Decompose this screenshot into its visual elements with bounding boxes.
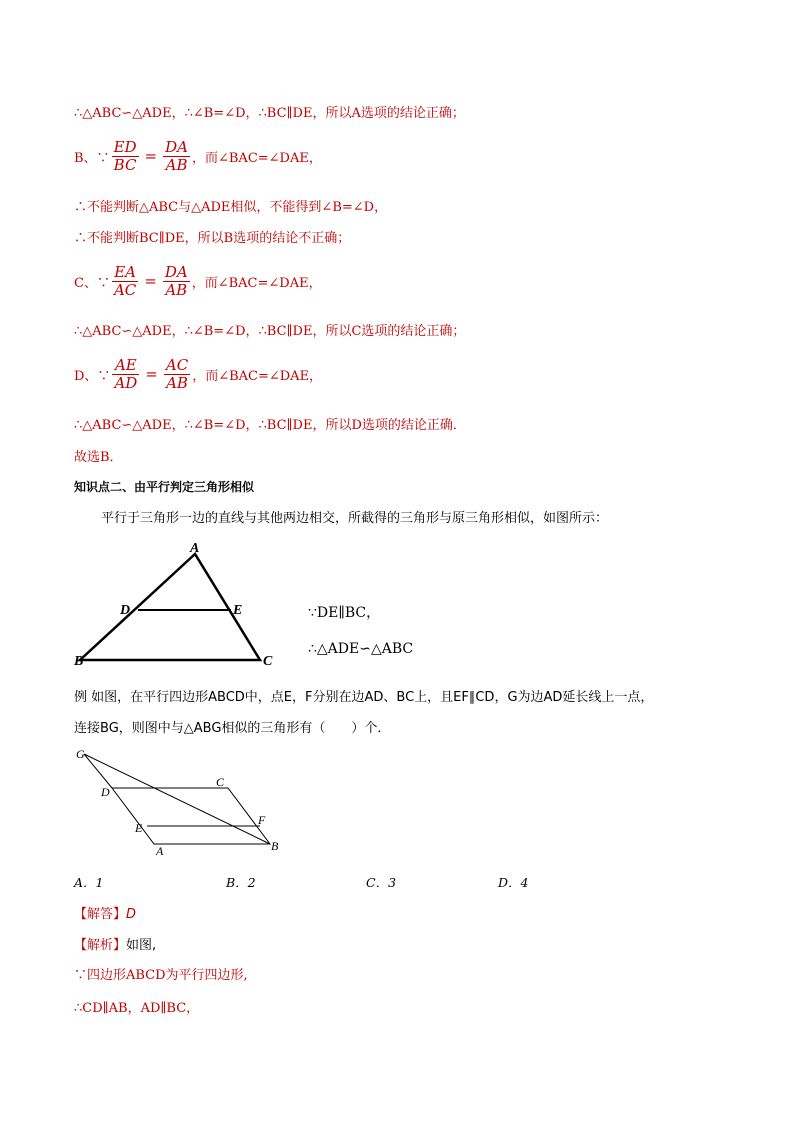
analysis-line-3: ∴CD∥AB，AD∥BC， [74,1001,200,1016]
denominator: AB [166,373,188,392]
option-c: C．3 [366,875,397,890]
option-c-suffix: ，而∠BAC=∠DAE， [191,275,322,291]
final-choice-line: 故选B． [74,450,123,465]
analysis-line [74,934,156,953]
option-b-prefix: B、∵ [74,150,110,166]
segment-gb [84,754,270,844]
section-paragraph: 平行于三角形一边的直线与其他两边相交，所截得的三角形与原三角形相似，如图所示： [101,511,609,526]
label-d: D [120,603,131,618]
fraction-ea-ac [112,264,138,299]
fraction-ed-bc [112,139,139,174]
denominator: AB [165,280,188,299]
label-e: E [135,821,143,835]
label-f: F [258,813,266,827]
conclusion-line-a: ∴△ABC∽△ADE，∴∠B=∠D，∴BC∥DE，所以A选项的结论正确； [74,106,465,121]
label-c: C [216,775,225,789]
numerator: DA [165,137,188,156]
fraction-ae-ad [112,357,139,392]
analysis-text: 如图, [126,938,157,953]
numerator: ED [113,137,137,156]
option-c-prefix: C、∵ [74,275,110,291]
example-line-1: 例 如图，在平行四边形ABCD中，点E，F分别在边AD、BC上，且EF∥CD，G为边AD延长线上一点， [74,690,654,705]
fraction-da-ab [163,139,190,174]
fraction-da-ab [163,264,190,299]
equals-sign: = [145,365,158,383]
label-a: A [156,844,164,858]
denominator: AD [114,373,138,392]
label-e: E [233,603,243,618]
option-d: D．4 [498,875,529,890]
numerator: EA [112,264,138,282]
equals-sign: = [144,272,157,290]
label-b: B [74,654,84,669]
parallelogram-figure [70,744,290,859]
parallel-note: ∵DE∥BC， [308,605,381,621]
option-a: A．1 [74,875,104,890]
option-d-prefix: D、∵ [74,368,111,384]
answer-label: 【解答】 [74,907,127,922]
answer-value: D [126,907,137,922]
numerator: DA [164,262,188,281]
option-c-ratio-line [74,261,322,301]
not-parallel-line: ∴不能判断BC∥DE，所以B选项的结论不正确； [74,231,351,246]
numerator: AC [165,355,189,374]
option-b-ratio-line [74,136,322,176]
parallelogram-abcd [112,788,270,844]
not-similar-line: ∴不能判断△ABC与△ADE相似，不能得到∠B=∠D， [74,200,388,215]
analysis-label: 【解析】 [74,938,127,953]
label-g: G [76,747,85,761]
similarity-note: ∴△ADE∽△ABC [308,641,414,657]
numerator: AE [112,357,139,375]
analysis-line-2: ∵四边形ABCD为平行四边形, [74,968,248,983]
example-line-2: 连接BG，则图中与△ABG相似的三角形有（ ）个． [74,721,391,736]
segment-gd [84,754,112,788]
equals-sign: = [144,147,158,165]
triangle-figure [70,538,290,670]
label-a: A [190,541,200,556]
option-d-ratio-line [74,354,322,394]
denominator: BC [113,155,137,174]
label-d: D [101,785,110,799]
option-d-suffix: ，而∠BAC=∠DAE， [192,368,323,384]
conclusion-line-c: ∴△ABC∽△ADE，∴∠B=∠D，∴BC∥DE，所以C选项的结论正确； [74,324,466,339]
denominator: AB [165,155,188,174]
option-b-suffix: ，而∠BAC=∠DAE， [191,150,322,166]
section-heading: 知识点二、由平行判定三角形相似 [74,480,255,494]
label-c: C [263,654,273,669]
label-b: B [271,839,279,853]
denominator: AC [113,280,137,299]
answer-line [74,903,136,922]
fraction-ac-ab [164,357,190,392]
option-b: B．2 [226,875,256,890]
conclusion-line-d: ∴△ABC∽△ADE，∴∠B=∠D，∴BC∥DE，所以D选项的结论正确． [74,418,466,433]
